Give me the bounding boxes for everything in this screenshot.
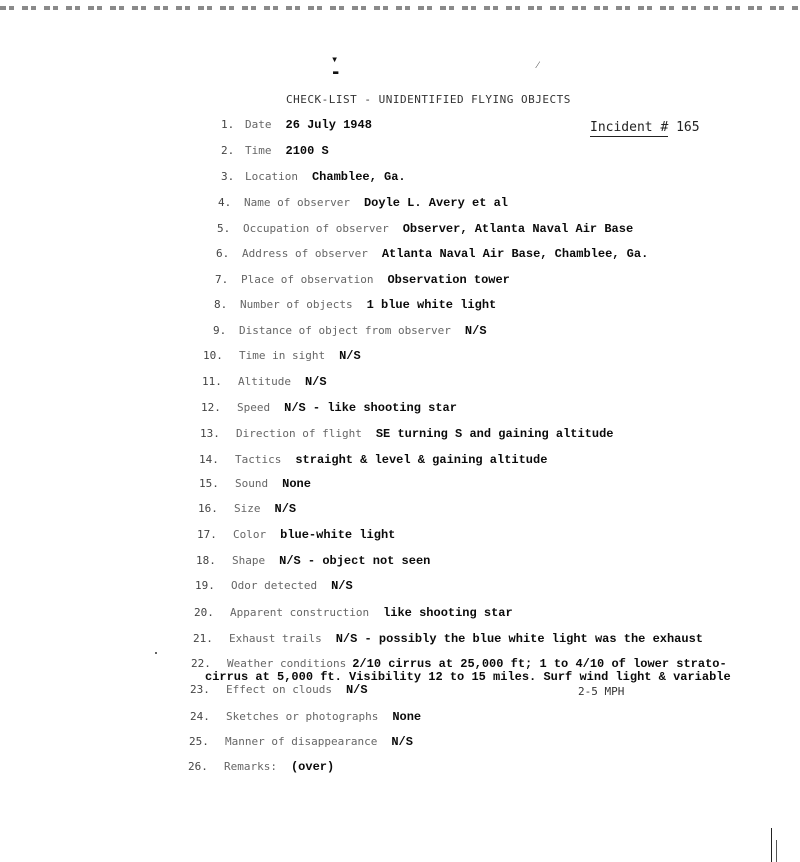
item-value: 2100 S xyxy=(285,144,329,158)
item-number: 11. xyxy=(202,375,222,388)
margin-line xyxy=(771,828,772,862)
item-label: Altitude xyxy=(238,375,291,388)
item-value: blue-white light xyxy=(280,528,396,542)
item-number: 21. xyxy=(193,632,213,645)
checklist-item xyxy=(214,298,496,312)
item-label: Address of observer xyxy=(242,247,368,260)
checklist-item xyxy=(221,170,406,184)
checklist-item xyxy=(190,683,368,697)
item-value: SE turning S and gaining altitude xyxy=(375,427,614,441)
item-value: Observation tower xyxy=(387,273,510,287)
item-number: 14. xyxy=(199,453,219,466)
item-number: 25. xyxy=(189,735,209,748)
checklist-item xyxy=(221,118,372,132)
item-value: N/S xyxy=(464,324,487,338)
item-label: Exhaust trails xyxy=(229,632,322,645)
item-number: 12. xyxy=(201,401,221,414)
item-number: 22. xyxy=(191,657,211,670)
item-number: 17. xyxy=(197,528,217,541)
item-label: Color xyxy=(233,528,267,541)
checklist-item xyxy=(193,632,703,646)
item-number: 10. xyxy=(203,349,223,362)
item-label: Speed xyxy=(237,401,271,414)
page-title: CHECK-LIST - UNIDENTIFIED FLYING OBJECTS xyxy=(286,93,571,106)
item-label: Time xyxy=(245,144,272,157)
item-label: Size xyxy=(234,502,261,515)
item-number: 5. xyxy=(217,222,231,235)
item-label: Date xyxy=(245,118,272,131)
checklist-item xyxy=(203,349,361,363)
item-number: 4. xyxy=(218,196,232,209)
item-label: Weather conditions xyxy=(227,657,347,670)
item-number: 8. xyxy=(214,298,228,311)
item-value: N/S - like shooting star xyxy=(284,401,457,415)
item-label: Place of observation xyxy=(241,273,374,286)
item-number: 13. xyxy=(200,427,220,440)
item-value: N/S xyxy=(391,735,413,749)
registration-mark: ⁄ xyxy=(537,61,539,71)
item-value: None xyxy=(282,477,311,491)
item-value: Doyle L. Avery et al xyxy=(363,196,508,210)
registration-mark: ▾ xyxy=(331,52,339,66)
checklist-item xyxy=(216,247,648,261)
item-label: Sound xyxy=(235,477,269,490)
item-label: Name of observer xyxy=(244,196,350,209)
item-label: Apparent construction xyxy=(230,606,370,619)
item-number: 16. xyxy=(198,502,218,515)
item-number: 26. xyxy=(188,760,208,773)
item-label: Tactics xyxy=(235,453,282,466)
item-number: 3. xyxy=(221,170,235,183)
item-value: N/S xyxy=(304,375,327,389)
item-label: Time in sight xyxy=(239,349,326,362)
item-number: 24. xyxy=(190,710,210,723)
item-label: Manner of disappearance xyxy=(225,735,378,748)
item-number: 6. xyxy=(216,247,230,260)
checklist-item xyxy=(194,606,513,620)
item-label: Direction of flight xyxy=(236,427,362,440)
item-label: Sketches or photographs xyxy=(226,710,379,723)
item-value: straight & level & gaining altitude xyxy=(295,453,548,467)
checklist-item xyxy=(189,735,413,749)
item-value: N/S xyxy=(331,579,353,593)
item-number: 9. xyxy=(213,324,227,337)
item-number: 20. xyxy=(194,606,214,619)
item-label: Remarks: xyxy=(224,760,277,773)
item-number: 15. xyxy=(199,477,219,490)
item-value: Atlanta Naval Air Base, Chamblee, Ga. xyxy=(381,247,649,261)
weather-continuation: cirrus at 5,000 ft. Visibility 12 to 15 miles. Surf wind light & variable xyxy=(205,670,731,684)
checklist-item xyxy=(198,502,296,516)
item-value: N/S xyxy=(274,502,297,516)
item-label: Number of objects xyxy=(240,298,353,311)
item-value: Observer, Atlanta Naval Air Base xyxy=(402,222,634,236)
checklist-item xyxy=(199,453,547,467)
checklist-item xyxy=(213,324,487,338)
checklist-item xyxy=(202,375,327,389)
checklist-item xyxy=(221,144,329,158)
item-label: Distance of object from observer xyxy=(239,324,451,337)
incident-label: Incident # xyxy=(590,120,669,135)
scan-speck xyxy=(155,652,157,654)
item-number: 19. xyxy=(195,579,215,592)
item-value: like shooting star xyxy=(383,606,513,620)
checklist-item xyxy=(200,427,613,441)
registration-mark: ▬ xyxy=(333,68,339,78)
item-number: 7. xyxy=(215,273,229,286)
incident-number xyxy=(590,120,700,135)
checklist-item xyxy=(218,196,508,210)
item-value: Chamblee, Ga. xyxy=(311,170,406,184)
item-value: N/S - object not seen xyxy=(279,554,431,568)
top-scan-border xyxy=(0,6,800,10)
checklist-item xyxy=(196,554,430,568)
checklist-item xyxy=(190,710,421,724)
checklist-item xyxy=(195,579,353,593)
margin-line xyxy=(776,840,777,862)
item-number: 1. xyxy=(221,118,235,131)
item-label: Effect on clouds xyxy=(226,683,332,696)
item-value: None xyxy=(392,710,422,724)
checklist-item xyxy=(217,222,633,236)
item-value: (over) xyxy=(290,760,335,774)
item-value: 1 blue white light xyxy=(366,298,497,312)
item-label: Shape xyxy=(232,554,266,567)
item-number: 2. xyxy=(221,144,235,157)
checklist-item xyxy=(215,273,510,287)
item-number: 23. xyxy=(190,683,210,696)
item-value: N/S - possibly the blue white light was the exhaust xyxy=(335,632,703,646)
item-number: 18. xyxy=(196,554,216,567)
checklist-item xyxy=(188,760,334,774)
item-label: Location xyxy=(245,170,298,183)
item-value: N/S xyxy=(339,349,361,363)
item-label: Odor detected xyxy=(231,579,318,592)
item-value: 26 July 1948 xyxy=(285,118,372,132)
item-value: N/S xyxy=(345,683,368,697)
checklist-item xyxy=(197,528,395,542)
checklist-item xyxy=(201,401,457,415)
item-label: Occupation of observer xyxy=(243,222,389,235)
wind-speed: 2-5 MPH xyxy=(578,685,625,698)
checklist-item xyxy=(199,477,311,491)
checklist-item xyxy=(191,657,727,671)
incident-value: 165 xyxy=(676,120,700,135)
item-value: 2/10 cirrus at 25,000 ft; 1 to 4/10 of lower strato- xyxy=(352,657,727,671)
